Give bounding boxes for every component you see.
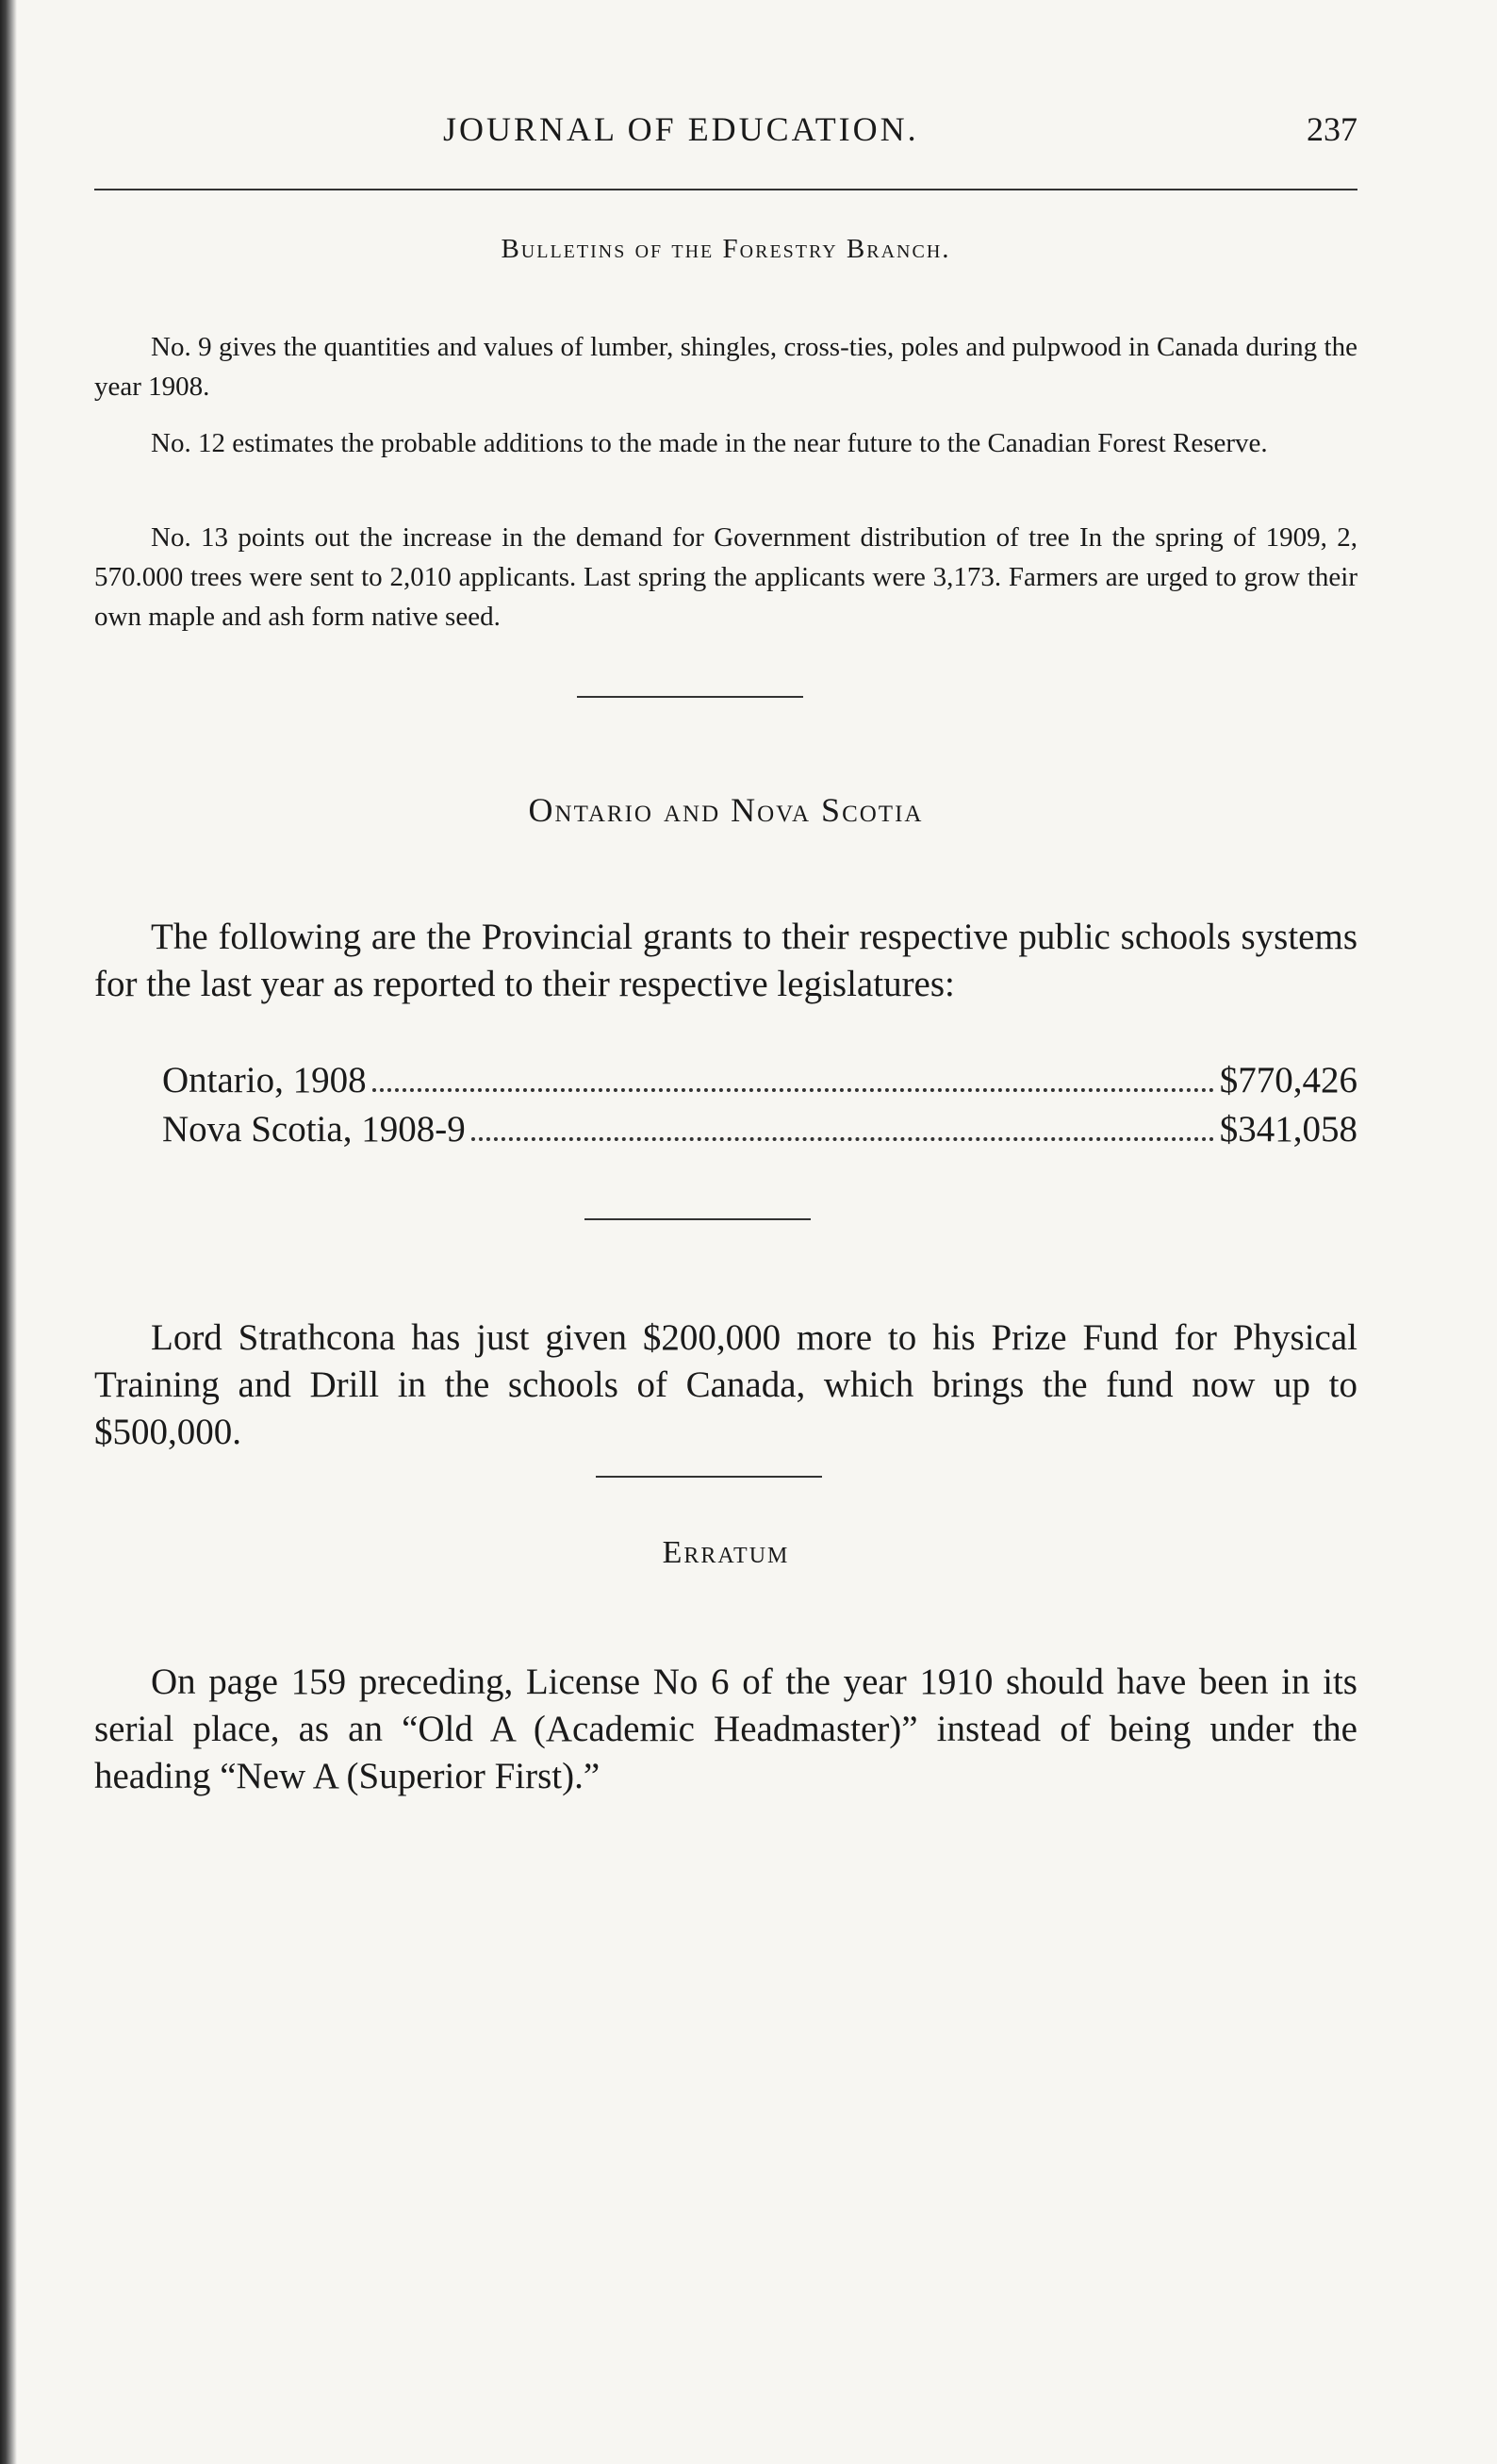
grant-amount: $770,426 xyxy=(1219,1060,1357,1100)
page-header xyxy=(94,102,1357,158)
bulletin-no12-paragraph: No. 12 estimates the probable additions to the made in the near future to the Canadian Forest Reserve. xyxy=(151,428,1268,458)
section-divider xyxy=(596,1476,822,1478)
ontario-nova-scotia-heading: Ontario and Nova Scotia xyxy=(528,791,924,829)
bulletin-no13-paragraph: No. 13 points out the increase in the demand for Government distribution of tree In the spring of 1909, 2, 570.000 trees were sent to 2,010 applicants. Last spring the applicants were 3,173. Farmers are urged to grow their own maple and ash form native seed. xyxy=(94,522,1357,632)
provincial-grants-intro: The following are the Provincial grants to their respective public schools systems for the last year as reported to their respective legislatures: xyxy=(94,917,1357,1004)
erratum-paragraph: On page 159 preceding, License No 6 of the year 1910 should have been in its serial place, as an “Old A (Academic Headmaster)” instead of being under the heading “New A (Superior First).” xyxy=(94,1662,1357,1796)
book-binding-edge xyxy=(0,0,17,2464)
dot-leader xyxy=(471,1137,1214,1141)
running-title: JOURNAL OF EDUCATION. xyxy=(443,110,919,148)
forestry-bulletins-heading: Bulletins of the Forestry Branch. xyxy=(501,234,951,264)
grant-row-ontario xyxy=(162,1056,1357,1105)
strathcona-prize-fund-paragraph: Lord Strathcona has just given $200,000 more to his Prize Fund for Physical Training and Drill in the schools of Canada, which brings the fund now up to $500,000. xyxy=(94,1317,1357,1452)
section-divider xyxy=(584,1218,811,1220)
page-number: 237 xyxy=(1307,110,1357,148)
grant-row-nova-scotia xyxy=(162,1105,1357,1154)
grant-amount: $341,058 xyxy=(1219,1109,1357,1149)
section-divider xyxy=(577,696,803,698)
header-rule xyxy=(94,189,1357,190)
grant-label: Ontario, 1908 xyxy=(162,1060,367,1100)
provincial-grants-list xyxy=(162,1056,1357,1154)
dot-leader xyxy=(372,1088,1214,1092)
grant-label: Nova Scotia, 1908-9 xyxy=(162,1109,466,1149)
bulletin-no9-paragraph: No. 9 gives the quantities and values of lumber, shingles, cross-ties, poles and pulpwood in Canada during the year 1908. xyxy=(94,332,1357,402)
erratum-heading: Erratum xyxy=(662,1535,790,1570)
